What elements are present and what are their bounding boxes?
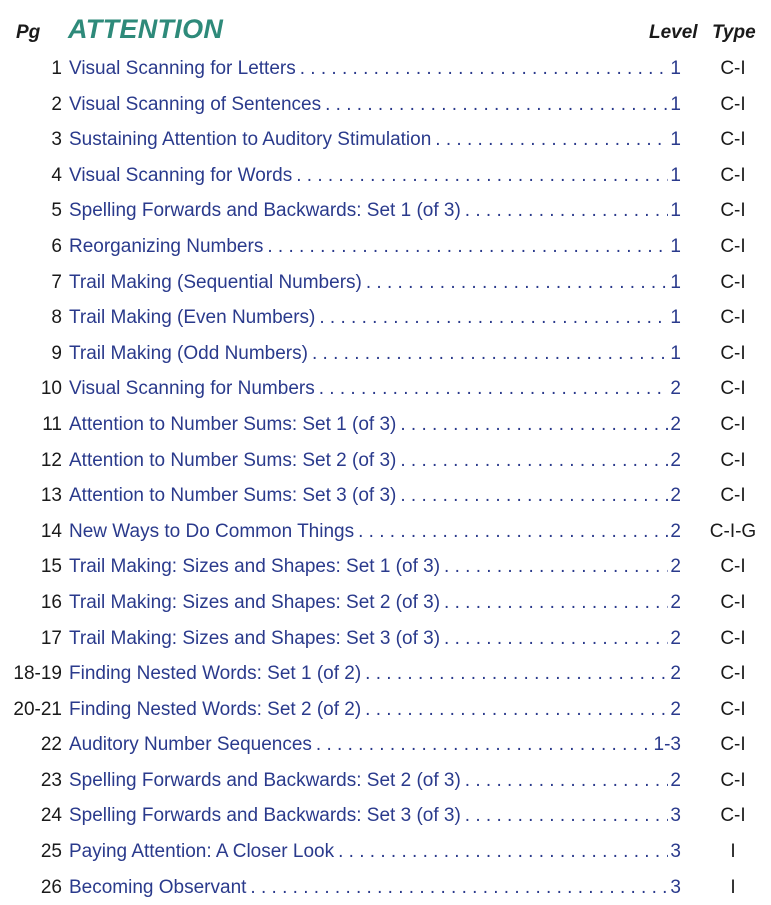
entry-title: Sustaining Attention to Auditory Stimulation: [69, 129, 432, 151]
dot-leader: [400, 450, 668, 472]
entry-level: 1: [670, 307, 681, 329]
list-item: [0, 656, 771, 692]
entry-leader: [69, 414, 681, 436]
entry-leader: [69, 200, 681, 222]
entry-type: C-I: [720, 271, 746, 293]
entry-title: Trail Making: Sizes and Shapes: Set 1 (of 3): [69, 556, 441, 578]
entry-type: C-I: [720, 93, 746, 115]
page-number: 6: [51, 235, 62, 257]
page-number: 7: [51, 271, 62, 293]
dot-leader: [316, 734, 652, 756]
entry-title: Visual Scanning of Sentences: [69, 93, 322, 115]
entry-level: 2: [670, 449, 681, 471]
dot-leader: [465, 770, 669, 792]
list-item: [0, 336, 771, 372]
list-item: [0, 407, 771, 443]
page-number: 15: [40, 556, 62, 578]
page-number: 10: [40, 378, 62, 400]
entry-title: Paying Attention: A Closer Look: [69, 841, 335, 863]
dot-leader: [319, 307, 668, 329]
dot-leader: [444, 592, 668, 614]
list-item: [0, 514, 771, 550]
entry-leader: [69, 592, 681, 614]
page-number: 25: [40, 841, 62, 863]
entry-leader: [69, 805, 681, 827]
page-number: 12: [40, 449, 62, 471]
entry-title: Trail Making (Even Numbers): [69, 307, 316, 329]
entry-level: 1: [670, 164, 681, 186]
entry-leader: [69, 165, 681, 187]
page-number: 16: [40, 591, 62, 613]
type-column-header: Type: [712, 22, 756, 43]
entry-leader: [69, 556, 681, 578]
list-item: [0, 727, 771, 763]
dot-leader: [400, 414, 668, 436]
entry-title: Attention to Number Sums: Set 3 (of 3): [69, 485, 397, 507]
entry-type: C-I: [720, 307, 746, 329]
dot-leader: [400, 485, 668, 507]
dot-leader: [365, 663, 668, 685]
entry-leader: [69, 58, 681, 80]
dot-leader: [312, 343, 668, 365]
page-number: 14: [40, 520, 62, 542]
entry-type: C-I: [720, 556, 746, 578]
entry-type: C-I: [720, 164, 746, 186]
entry-title: Becoming Observant: [69, 876, 247, 898]
entry-level: 1: [670, 200, 681, 222]
entry-title: Visual Scanning for Words: [69, 164, 293, 186]
page-number: 8: [51, 307, 62, 329]
entry-title: Spelling Forwards and Backwards: Set 1 (of 3): [69, 200, 461, 222]
entry-leader: [69, 129, 681, 151]
entry-title: Trail Making (Sequential Numbers): [69, 271, 362, 293]
pg-column-header: Pg: [16, 22, 41, 43]
entry-leader: [69, 663, 681, 685]
page-number: 2: [51, 93, 62, 115]
entry-type: C-I: [720, 58, 746, 79]
entry-leader: [69, 699, 681, 721]
list-item: [0, 798, 771, 834]
dot-leader: [250, 877, 668, 899]
entry-level: 3: [670, 876, 681, 898]
entry-type: C-I: [720, 129, 746, 151]
entry-leader: [69, 628, 681, 650]
list-item: [0, 158, 771, 194]
page-number: 4: [51, 164, 62, 186]
table-header: [0, 14, 771, 50]
dot-leader: [435, 129, 668, 151]
entry-level: 2: [670, 378, 681, 400]
entry-level: 2: [670, 413, 681, 435]
dot-leader: [444, 556, 668, 578]
page-number: 24: [40, 805, 62, 827]
entry-level: 1: [670, 129, 681, 151]
section-title: ATTENTION: [68, 14, 224, 44]
entry-leader: [69, 770, 681, 792]
entry-type: C-I: [720, 235, 746, 257]
entry-type: C-I: [720, 413, 746, 435]
entry-level: 1: [670, 271, 681, 293]
page-number: 1: [51, 58, 62, 79]
entry-type: C-I: [720, 378, 746, 400]
entry-type: C-I: [720, 342, 746, 364]
entry-type: C-I: [720, 769, 746, 791]
entry-title: Visual Scanning for Numbers: [69, 378, 315, 400]
entry-title: Spelling Forwards and Backwards: Set 2 (of 3): [69, 769, 461, 791]
entry-title: Spelling Forwards and Backwards: Set 3 (of 3): [69, 805, 461, 827]
entry-type: C-I: [720, 627, 746, 649]
list-item: [0, 443, 771, 479]
entry-type: C-I: [720, 200, 746, 222]
entry-leader: [69, 378, 681, 400]
list-item: [0, 51, 771, 87]
entry-type: C-I: [720, 805, 746, 827]
entry-title: Attention to Number Sums: Set 1 (of 3): [69, 413, 397, 435]
page-number: 26: [40, 876, 62, 898]
list-item: [0, 585, 771, 621]
entry-title: Attention to Number Sums: Set 2 (of 3): [69, 449, 397, 471]
entry-type: C-I: [720, 698, 746, 720]
page-number: 3: [51, 129, 62, 151]
list-item: [0, 265, 771, 301]
entry-level: 2: [670, 627, 681, 649]
entry-leader: [69, 877, 681, 899]
entry-leader: [69, 236, 681, 258]
list-item: [0, 371, 771, 407]
entry-type: C-I: [720, 734, 746, 756]
dot-leader: [358, 521, 668, 543]
page-number: 23: [40, 769, 62, 791]
entry-type: C-I: [720, 591, 746, 613]
page-number: 13: [40, 485, 62, 507]
list-item: [0, 870, 771, 905]
entry-title: Finding Nested Words: Set 2 (of 2): [69, 698, 362, 720]
entry-leader: [69, 343, 681, 365]
list-item: [0, 692, 771, 728]
entry-leader: [69, 450, 681, 472]
page-number: 18-19: [13, 663, 62, 685]
entry-level: 3: [670, 841, 681, 863]
page-number: 11: [42, 413, 62, 435]
entry-level: 1: [670, 342, 681, 364]
list-item: [0, 763, 771, 799]
entry-title: Reorganizing Numbers: [69, 235, 264, 257]
entry-type: C-I: [720, 485, 746, 507]
list-item: [0, 834, 771, 870]
entry-type: C-I: [720, 449, 746, 471]
dot-leader: [300, 58, 669, 80]
list-item: [0, 87, 771, 123]
page-number: 9: [51, 342, 62, 364]
entry-level: 1-3: [653, 734, 681, 756]
page-number: 5: [51, 200, 62, 222]
entry-title: Trail Making (Odd Numbers): [69, 342, 308, 364]
entry-level: 2: [670, 663, 681, 685]
page-number: 20-21: [13, 698, 62, 720]
entry-title: Finding Nested Words: Set 1 (of 2): [69, 663, 362, 685]
dot-leader: [465, 200, 669, 222]
dot-leader: [325, 94, 668, 116]
entry-leader: [69, 841, 681, 863]
entry-level: 1: [670, 235, 681, 257]
page-number: 17: [40, 627, 62, 649]
entry-leader: [69, 485, 681, 507]
dot-leader: [296, 165, 668, 187]
dot-leader: [338, 841, 668, 863]
list-item: [0, 193, 771, 229]
list-item: [0, 122, 771, 158]
entry-type: C-I-G: [709, 520, 757, 542]
entry-title: Visual Scanning for Letters: [69, 58, 296, 79]
entry-title: New Ways to Do Common Things: [69, 520, 355, 542]
level-column-header: Level: [649, 22, 698, 43]
list-item: [0, 300, 771, 336]
dot-leader: [365, 699, 668, 721]
entry-type: C-I: [720, 663, 746, 685]
entry-title: Trail Making: Sizes and Shapes: Set 3 (of 3): [69, 627, 441, 649]
list-item: [0, 621, 771, 657]
list-item: [0, 549, 771, 585]
entry-type: I: [730, 876, 736, 898]
entry-title: Trail Making: Sizes and Shapes: Set 2 (of 3): [69, 591, 441, 613]
dot-leader: [366, 272, 669, 294]
dot-leader: [465, 805, 669, 827]
entry-leader: [69, 734, 681, 756]
entry-level: 1: [670, 93, 681, 115]
entry-level: 2: [670, 769, 681, 791]
page-number: 22: [40, 734, 62, 756]
entry-level: 2: [670, 591, 681, 613]
entry-level: 2: [670, 556, 681, 578]
entry-level: 3: [670, 805, 681, 827]
entry-level: 2: [670, 485, 681, 507]
dot-leader: [267, 236, 668, 258]
dot-leader: [319, 378, 669, 400]
dot-leader: [444, 628, 668, 650]
entry-leader: [69, 521, 681, 543]
entry-level: 2: [670, 698, 681, 720]
entry-leader: [69, 94, 681, 116]
entry-level: 1: [670, 58, 681, 79]
entry-level: 2: [670, 520, 681, 542]
entry-type: I: [730, 841, 736, 863]
entry-leader: [69, 272, 681, 294]
list-item: [0, 229, 771, 265]
entry-title: Auditory Number Sequences: [69, 734, 312, 756]
list-item: [0, 478, 771, 514]
entry-leader: [69, 307, 681, 329]
contents-list: [0, 51, 771, 905]
